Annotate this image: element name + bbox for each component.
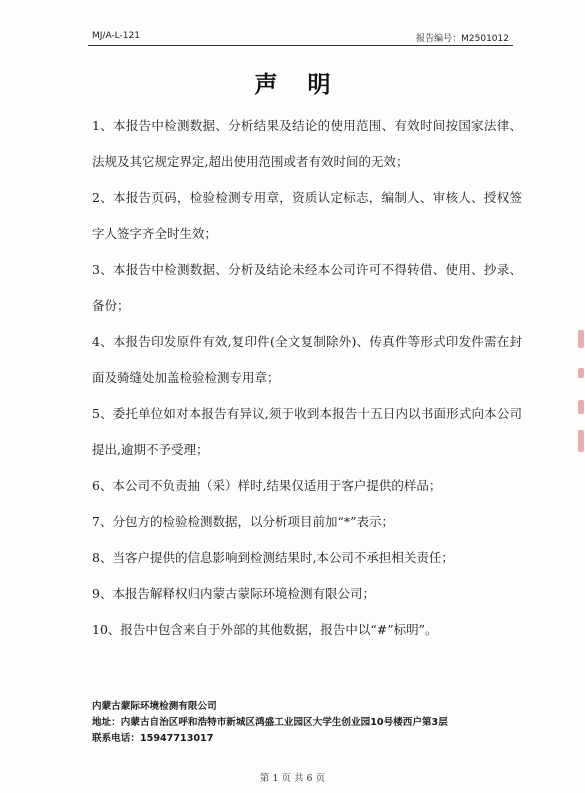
company-address bbox=[92, 715, 448, 731]
clause-8: 8、当客户提供的信息影响到检测结果时,本公司不承担相关责任； bbox=[92, 550, 454, 565]
page-title: 声明 bbox=[254, 72, 361, 98]
clause-3: 3、本报告中检测数据、分析及结论未经本公司许可不得转借、使用、抄录、备份； bbox=[92, 262, 522, 313]
seam-stamp-mark bbox=[575, 330, 585, 460]
company-name: 内蒙古蒙际环境检测有限公司 bbox=[92, 701, 217, 712]
phone-label: 联系电话： bbox=[92, 733, 140, 744]
declaration-clauses bbox=[92, 108, 522, 648]
clause-9: 9、本报告解释权归内蒙古蒙际环境检测有限公司； bbox=[92, 586, 375, 601]
clause-1: 1、本报告中检测数据、分析结果及结论的使用范围、有效时间按国家法律、法规及其它规定界定,超出使用范围或者有效时间的无效； bbox=[92, 118, 522, 169]
header-divider bbox=[88, 45, 513, 46]
clause-2: 2、本报告页码，检验检测专用章，资质认定标志，编制人、审核人、授权签字人签字齐全时生效； bbox=[92, 190, 522, 241]
company-phone bbox=[92, 731, 448, 747]
phone-value: 15947713017 bbox=[139, 733, 214, 744]
clause-7: 7、分包方的检验检测数据，以分析项目前加“*”表示； bbox=[92, 514, 394, 529]
report-number: 报告编号：M2501012 bbox=[416, 34, 509, 44]
document-code: MJ/A-L-121 bbox=[92, 31, 140, 41]
clause-4: 4、本报告印发原件有效,复印件(全文复制除外)、传真件等形式印发件需在封面及骑缝处加盖检验检测专用章； bbox=[92, 334, 522, 385]
address-value: 内蒙古自治区呼和浩特市新城区鸿盛工业园区大学生创业园10号楼西户第3层 bbox=[120, 717, 448, 728]
page-number: 第 1 页 共 6 页 bbox=[259, 773, 326, 784]
clause-6: 6、本公司不负责抽（采）样时,结果仅适用于客户提供的样品； bbox=[92, 478, 442, 493]
address-label: 地址： bbox=[92, 717, 121, 728]
company-footer bbox=[92, 699, 448, 747]
clause-5: 5、委托单位如对本报告有异议,须于收到本报告十五日内以书面形式向本公司提出,逾期不予受理； bbox=[92, 406, 522, 457]
clause-10: 10、报告中包含来自于外部的其他数据，报告中以“#”标明”。 bbox=[92, 622, 438, 637]
